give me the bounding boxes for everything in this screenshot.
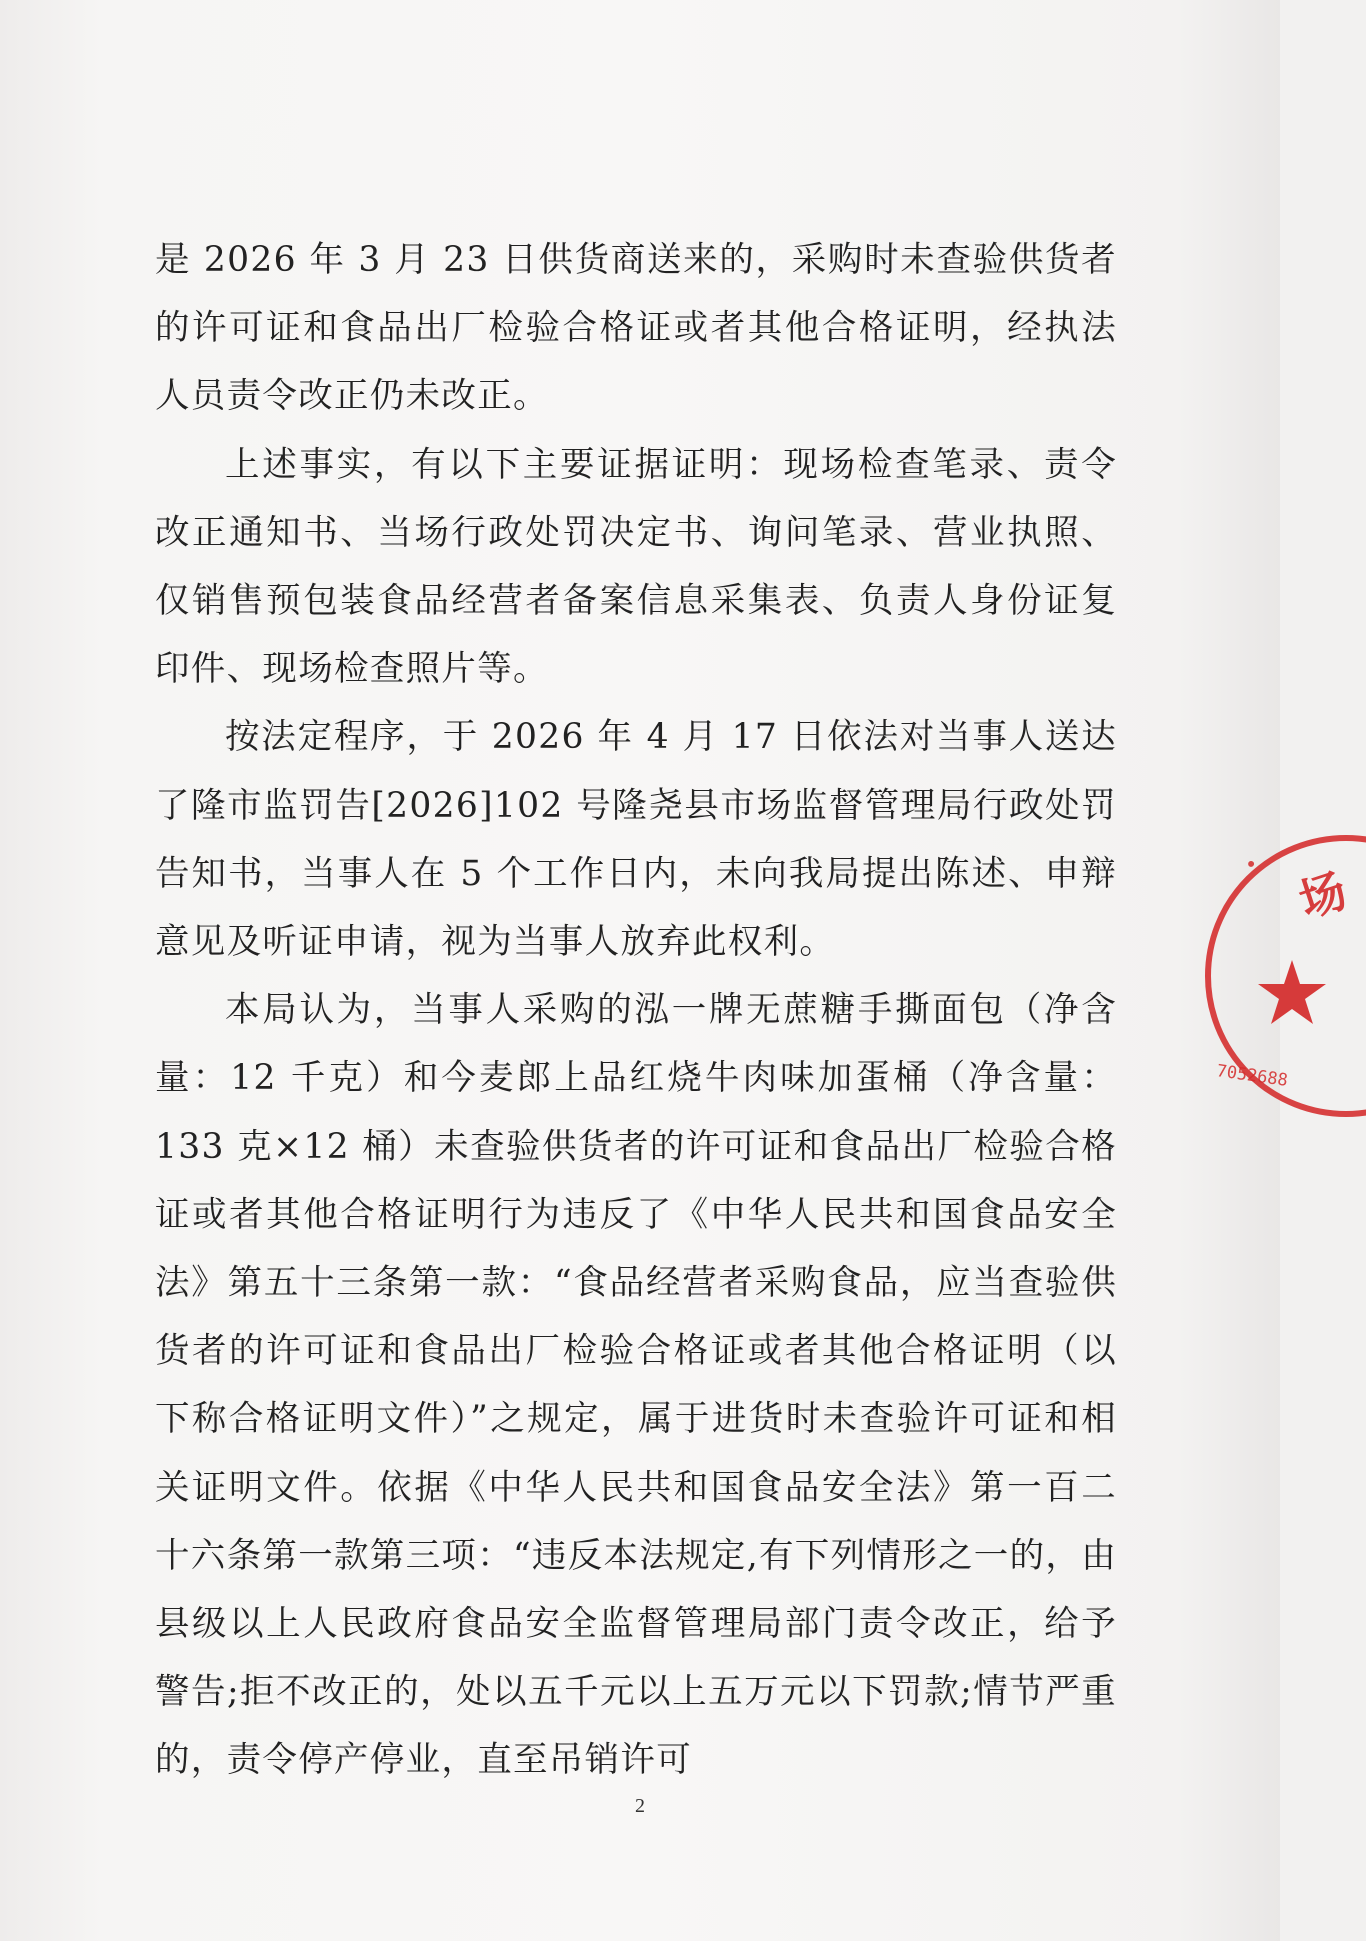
official-seal-icon xyxy=(1196,826,1366,1126)
seal-text: 场 xyxy=(1292,862,1354,929)
seal-code: 7052688 xyxy=(1215,1061,1290,1091)
seal-text-fragment: · xyxy=(1234,845,1268,883)
page-number: 2 xyxy=(635,1795,645,1817)
paragraph-continuation: 是 2026 年 3 月 23 日供货商送来的，采购时未查验供货者的许可证和食品出厂检验合格证或者其他合格证明，经执法人员责令改正仍未改正。 xyxy=(155,240,1117,417)
document-body xyxy=(155,226,1117,1795)
paragraph-finding: 本局认为，当事人采购的泓一牌无蔗糖手撕面包（净含量：12 千克）和今麦郎上品红烧牛肉味加蛋桶（净含量：133 克×12 桶）未查验供货者的许可证和食品出厂检验合格证或者其他合格证明行为违反了《中华人民共和国食品安全法》第五十三条第一款：“食品经营者采购食品，应当查验供货者的许可证和食品出厂检验合格证或者其他合格证明（以下称合格证明文件）”之规定，属于进货时未查验许可证和相关证明文件。依据《中华人民共和国食品安全法》第一百二十六条第一款第三项：“违反本法规定,有下列情形之一的，由县级以上人民政府食品安全监督管理局部门责令改正，给予警告;拒不改正的，处以五千元以上五万元以下罚款;情节严重的，责令停产停业，直至吊销许可 xyxy=(155,990,1118,1781)
seal-star-icon xyxy=(1258,960,1326,1024)
paragraph-evidence: 上述事实，有以下主要证据证明：现场检查笔录、责令改正通知书、当场行政处罚决定书、询问笔录、营业执照、仅销售预包装食品经营者备案信息采集表、负责人身份证复印件、现场检查照片等。 xyxy=(155,444,1117,690)
paragraph-procedure: 按法定程序，于 2026 年 4 月 17 日依法对当事人送达了隆市监罚告[2026]102 号隆尧县市场监督管理局行政处罚告知书，当事人在 5 个工作日内，未向我局提出陈述、申辩意见及听证申请，视为当事人放弃此权利。 xyxy=(155,717,1117,963)
